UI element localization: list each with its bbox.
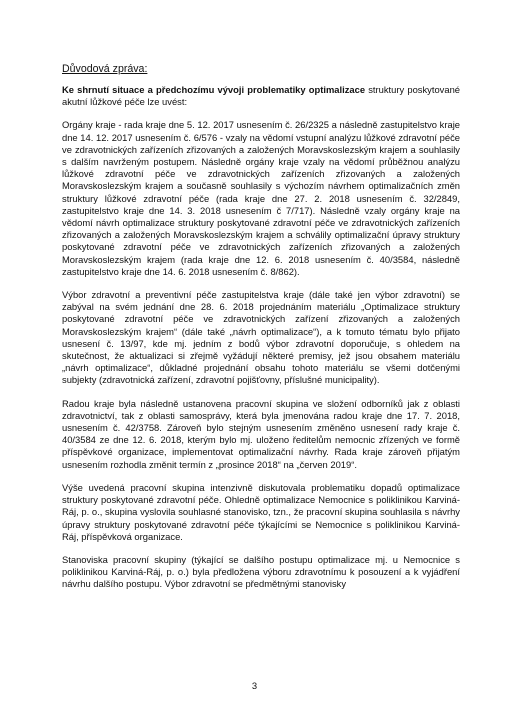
paragraph-opinions: Stanoviska pracovní skupiny (týkající se dalšího postupu optimalizace mj. u Nemocnice s poliklinikou Karviná-Ráj, p. o.) byla předložena výboru zdravotnímu k posouzení a k vyjádření návrhu dalšího postupu. Výbor zdravotní se předmětnými stanovisky	[62, 553, 460, 590]
intro-paragraph	[62, 84, 460, 108]
paragraph-discussion: Výše uvedená pracovní skupina intenzivně diskutovala problematiku dopadů optimalizace struktury poskytované zdravotní péče. Ohledně optimalizace Nemocnice s poliklinikou Karviná-Ráj, p. o., skupina vyslovila souhlasné stanovisko, tzn., že pracovní skupina souhlasila s návrhy úpravy struktury poskytované zdravotní péče týkajícími se Nemocnice s poliklinikou Karviná-Ráj, příspěvková organizace.	[62, 481, 460, 542]
paragraph-committee: Výbor zdravotní a preventivní péče zastupitelstva kraje (dále také jen výbor zdravotní) se zabýval na svém jednání dne 28. 6. 2018 projednáním materiálu „Optimalizace struktury poskytované zdravotní péče ve zdravotnických zařízení zřizovaných a založených Moravskoslezským krajem“ (dále také „návrh optimalizace“), a k tomuto tématu bylo přijato usnesení č. 13/97, kde mj. jedním z bodů výbor zdravotní doporučuje, s ohledem na skutečnost, že aktualizaci si zřejmě vyžádují některé premisy, jež jsou obsahem materiálu „návrh optimalizace“, důkladné projednání obsahu tohoto materiálu se všemi dotčenými subjekty (zdravotnická zařízení, zdravotní pojišťovny, příslušné municipality).	[62, 289, 460, 386]
paragraph-working-group: Radou kraje byla následně ustanovena pracovní skupina ve složení odborníků jak z oblasti zdravotnictví, tak z oblasti samosprávy, která byla jmenována radou kraje dne 17. 7. 2018, usnesením č. 42/3758. Zároveň bylo stejným usnesením změněno usnesení rady kraje č. 40/3584 ze dne 12. 6. 2018, kterým bylo mj. uloženo ředitelům nemocnic zřízených ve formě příspěvkové organizace, implementovat optimalizační návrhy. Rada kraje zároveň přijatým usnesením rozhodla změnit termín z „prosince 2018“ na „červen 2019“.	[62, 397, 460, 470]
intro-bold-text: Ke shrnutí situace a předchozímu vývoji problematiky optimalizace	[62, 84, 366, 95]
intro-text: struktury poskytované akutní lůžkové péče lze uvést:	[62, 84, 460, 108]
document-body	[62, 63, 460, 602]
section-heading: Důvodová zpráva:	[62, 63, 148, 75]
page-number: 3	[251, 680, 258, 691]
paragraph-organs: Orgány kraje - rada kraje dne 5. 12. 2017 usnesením č. 26/2325 a následně zastupitelstvo kraje dne 14. 12. 2017 usnesením č. 6/576 - vzaly na vědomí vstupní analýzu lůžkové zdravotní péče ve zdravotnických zařízeních zřizovaných a založených Moravskoslezským krajem a souhlasily s dalším navrženým postupem. Následně orgány kraje vzaly na vědomí průběžnou analýzu lůžkové zdravotní péče ve zdravotnických zařízeních zřizovaných a založených Moravskoslezským krajem a současně souhlasily s výchozím návrhem optimalizačních změn struktury lůžkové zdravotní péče (rada kraje dne 27. 2. 2018 usnesením č. 32/2849, zastupitelstvo kraje dne 14. 3. 2018 usnesením č 7/717). Následně vzaly orgány kraje na vědomí návrh optimalizace struktury poskytované zdravotní péče ve zdravotnických zařízeních zřizovaných a založených Moravskoslezským krajem a schválily optimalizační úpravy struktury poskytované zdravotní péče ve zdravotnických zařízeních zřizovaných a založených Moravskoslezským krajem (rada kraje dne 12. 6. 2018 usnesením č. 40/3584, následně zastupitelstvo kraje dne 14. 6. 2018 usnesením č. 8/862).	[62, 119, 460, 277]
